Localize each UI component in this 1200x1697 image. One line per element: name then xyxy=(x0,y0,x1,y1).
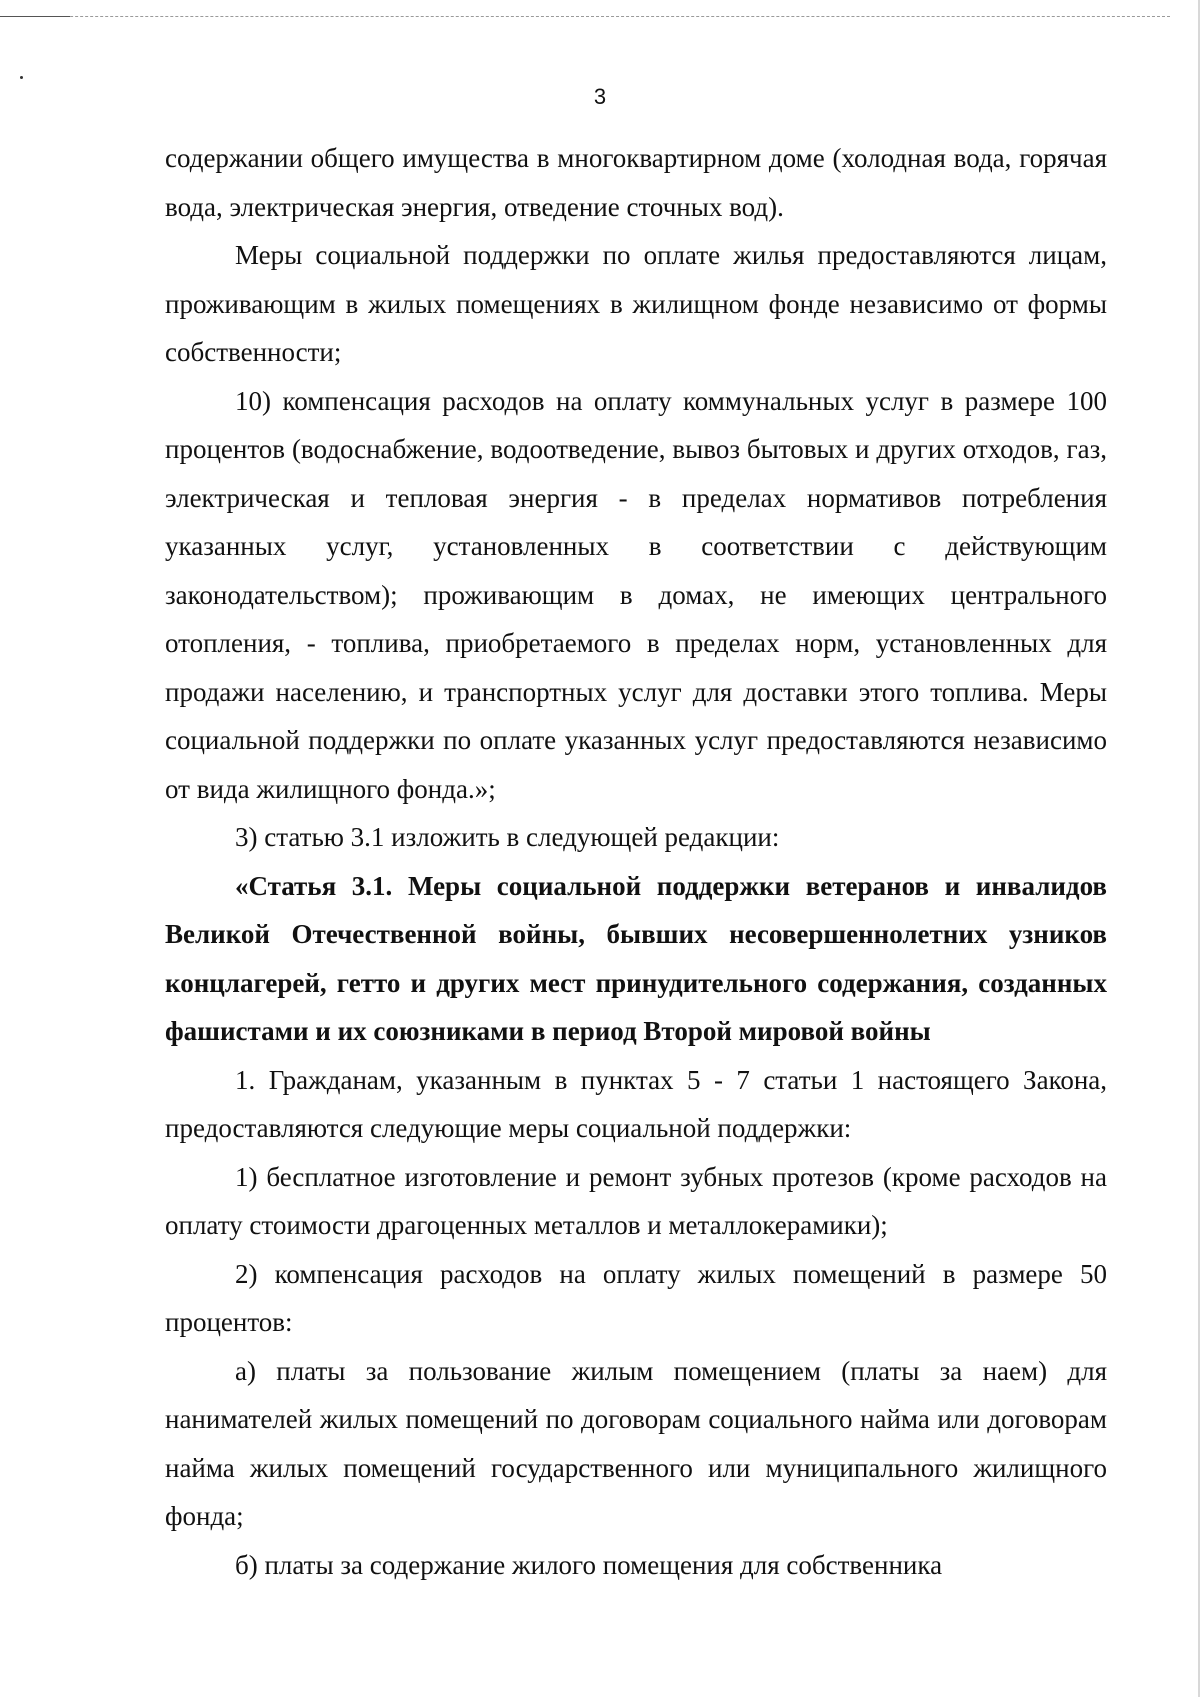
paragraph-subitem-2: 2) компенсация расходов на оплату жилых помещений в размере 50 процентов: xyxy=(165,1258,1107,1337)
paragraph-subitem-a: а) платы за пользование жилым помещением (платы за наем) для нанимателей жилых помещений по договорам социального найма или договорам найма жилых помещений государственного или муниципального жилищного фонда; xyxy=(165,1355,1107,1531)
scan-top-rule xyxy=(0,16,1170,17)
scan-speck xyxy=(20,76,23,79)
scan-top-rule-mark xyxy=(0,16,70,17)
paragraph: Меры социальной поддержки по оплате жилья предоставляются лицам, проживающим в жилых помещениях в жилищном фонде независимо от формы собственности; xyxy=(165,240,1107,367)
page-number: 3 xyxy=(593,84,607,109)
paragraph-continuation: содержании общего имущества в многоквартирном доме (холодная вода, горячая вода, электрическая энергия, отведение сточных вод). xyxy=(165,143,1107,222)
document-body xyxy=(165,134,1107,1589)
paragraph-item-10: 10) компенсация расходов на оплату коммунальных услуг в размере 100 процентов (водоснабжение, водоотведение, вывоз бытовых и других отходов, газ, электрическая и тепловая энергия - в пределах нормативов потребления указанных услуг, установленных в соответствии с действующим законодательством); проживающим в домах, не имеющих центрального отопления, - топлива, приобретаемого в пределах норм, установленных для продажи населению, и транспортных услуг для доставки этого топлива. Меры социальной поддержки по оплате указанных услуг предоставляются независимо от вида жилищного фонда.»; xyxy=(165,385,1107,804)
paragraph-item-3: 3) статью 3.1 изложить в следующей редакции: xyxy=(235,822,780,852)
paragraph-clause-1: 1. Гражданам, указанным в пунктах 5 - 7 статьи 1 настоящего Закона, предоставляются следующие меры социальной поддержки: xyxy=(165,1064,1107,1143)
paragraph-subitem-b: б) платы за содержание жилого помещения для собственника xyxy=(235,1549,943,1580)
article-heading: «Статья 3.1. Меры социальной поддержки ветеранов и инвалидов Великой Отечественной войны, бывших несовершеннолетних узников концлагерей, гетто и других мест принудительного содержания, созданных фашистами и их союзниками в период Второй мировой войны xyxy=(165,870,1107,1046)
paragraph-subitem-1: 1) бесплатное изготовление и ремонт зубных протезов (кроме расходов на оплату стоимости драгоценных металлов и металлокерамики); xyxy=(165,1161,1107,1240)
